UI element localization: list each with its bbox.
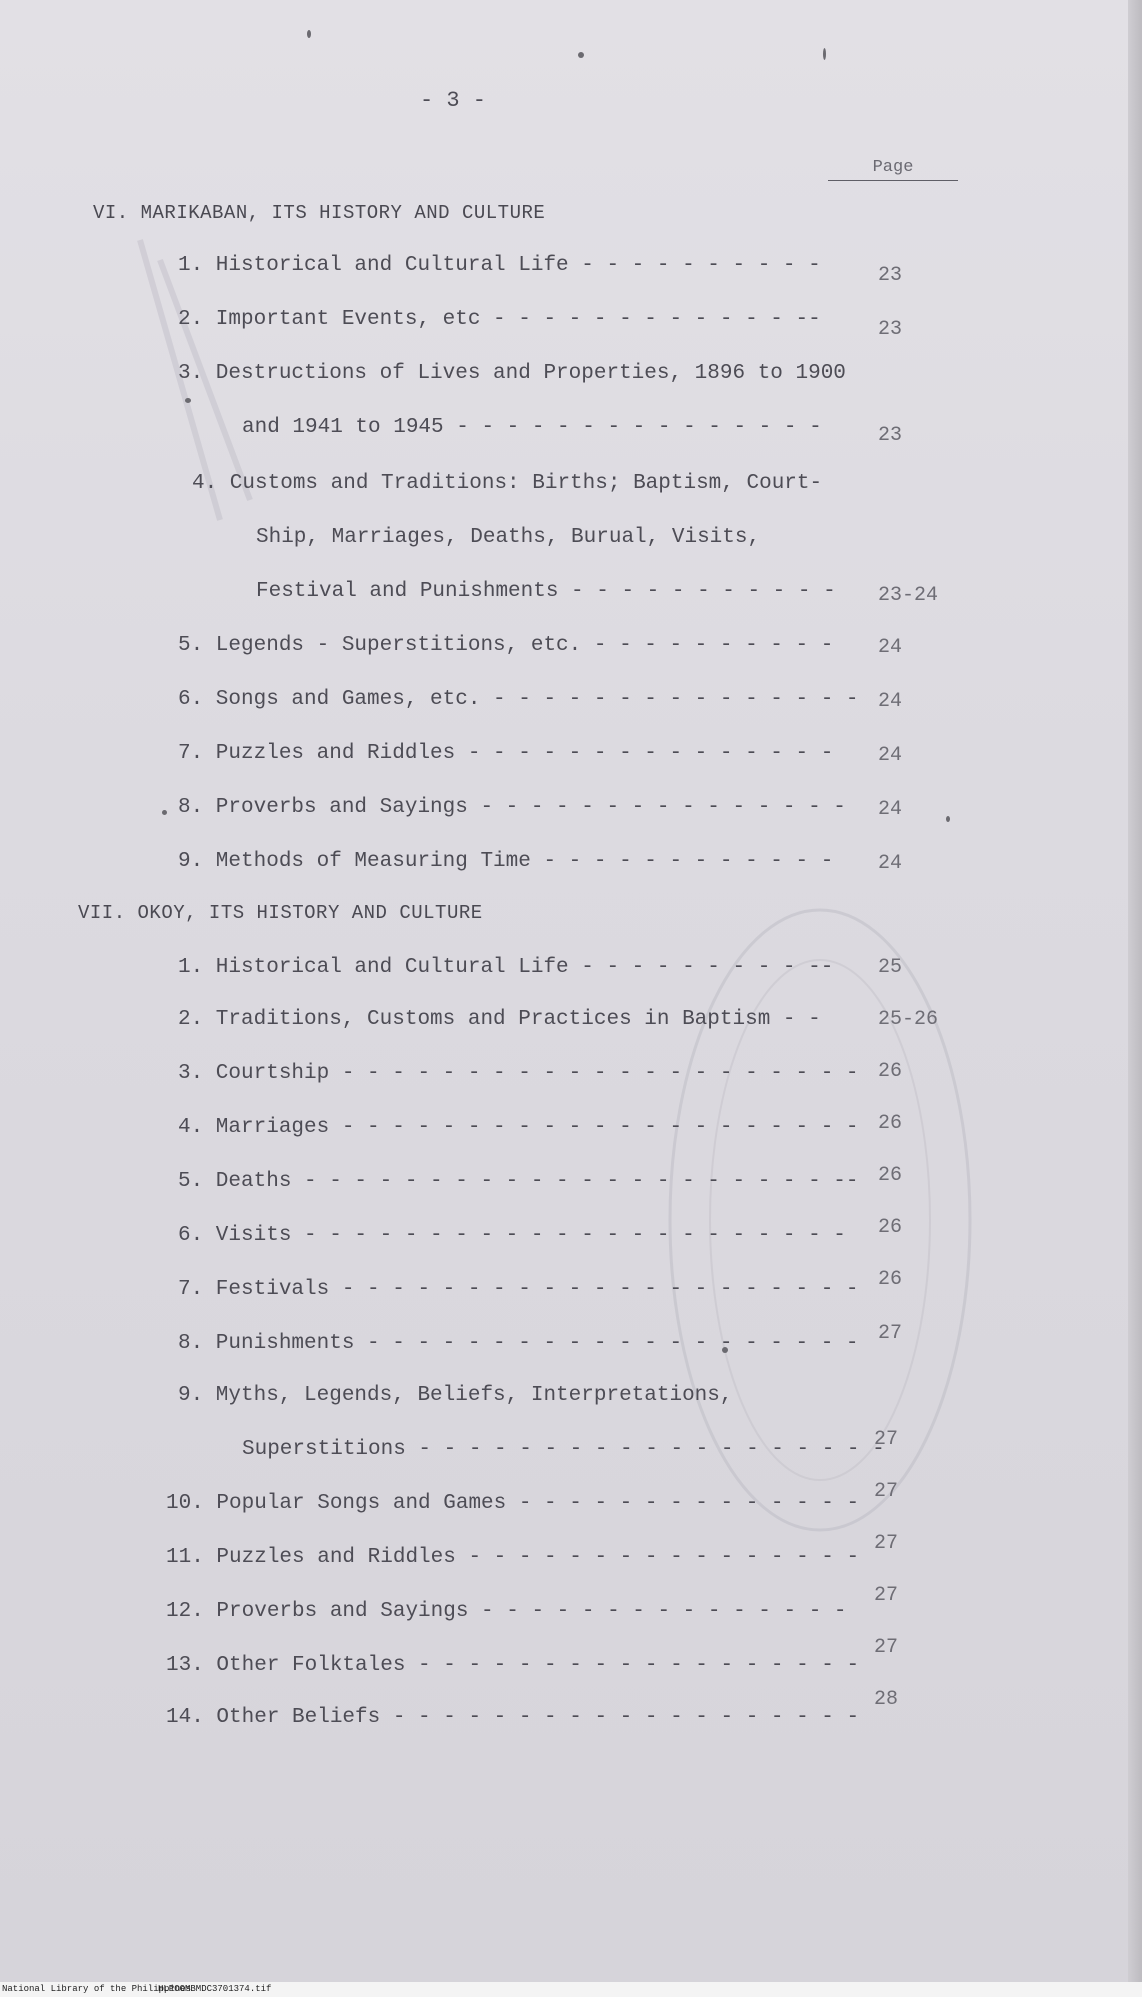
section-title-vi: VI. MARIKABAN, ITS HISTORY AND CULTURE [93,202,546,224]
toc-entry-text-continued: Superstitions - - - - - - - - - - - - - - - - - - - [242,1438,885,1461]
toc-entry-text: 4. Marriages - - - - - - - - - - - - - - - - - - - - - [178,1116,859,1139]
toc-entry-text: 9. Methods of Measuring Time - - - - - - - - - - - - [178,850,834,873]
toc-page-ref: 23 [878,318,903,341]
toc-page-ref: 24 [878,744,903,767]
toc-entry-text: 11. Puzzles and Riddles - - - - - - - - - - - - - - - - [166,1546,860,1569]
toc-page-ref: 24 [878,798,903,821]
toc-page-ref: 23 [878,264,903,287]
paper-speck [578,52,584,58]
footer-library-name: National Library of the Philippines [2,1984,192,1994]
toc-page-ref: 25-26 [878,1008,939,1031]
page-edge [1128,0,1142,1982]
toc-page-ref: 26 [878,1060,903,1083]
toc-entry-text: 9. Myths, Legends, Beliefs, Interpretations, [178,1384,733,1407]
toc-entry-text: 8. Proverbs and Sayings - - - - - - - - - - - - - - - [178,796,846,819]
toc-entry-text: 14. Other Beliefs - - - - - - - - - - - - - - - - - - - [166,1706,860,1729]
toc-entry-text: 1. Historical and Cultural Life - - - - - - - - - - [178,254,821,277]
page-number: - 3 - [420,88,487,113]
paper-speck [823,48,826,60]
toc-entry-text: 4. Customs and Traditions: Births; Baptism, Court- [192,472,823,495]
toc-entry-text: 5. Deaths - - - - - - - - - - - - - - - - - - - - - -- [178,1170,859,1193]
toc-page-ref: 26 [878,1268,903,1291]
toc-page-ref: 27 [874,1532,899,1555]
page-column-label: Page [828,158,958,181]
toc-page-ref: 27 [874,1584,899,1607]
toc-page-ref: 27 [874,1636,899,1659]
toc-entry-text: 13. Other Folktales - - - - - - - - - - - - - - - - - - [166,1654,860,1677]
toc-entry-text: 10. Popular Songs and Games - - - - - - - - - - - - - - [166,1492,860,1515]
toc-entry-text: 2. Traditions, Customs and Practices in Baptism - - [178,1008,821,1031]
toc-entry-text: 7. Puzzles and Riddles - - - - - - - - - - - - - - - [178,742,834,765]
toc-page-ref: 25 [878,956,903,979]
toc-entry-text: 1. Historical and Cultural Life - - - - - - - - - -- [178,956,834,979]
toc-entry-text: 5. Legends - Superstitions, etc. - - - - - - - - - - [178,634,834,657]
toc-page-ref: 27 [874,1480,899,1503]
toc-entry-text: 3. Destructions of Lives and Properties, 1896 to 1900 [178,362,846,385]
toc-entry-text: 8. Punishments - - - - - - - - - - - - - - - - - - - - [178,1332,859,1355]
scan-footer [0,1982,1142,1997]
toc-page-ref: 26 [878,1216,903,1239]
toc-page-ref: 23-24 [878,584,939,607]
toc-entry-text: 6. Visits - - - - - - - - - - - - - - - - - - - - - - [178,1224,846,1247]
toc-page-ref: 27 [874,1428,899,1451]
toc-entry-text-continued: and 1941 to 1945 - - - - - - - - - - - - - - - [242,416,822,439]
toc-entry-text: 7. Festivals - - - - - - - - - - - - - - - - - - - - - [178,1278,859,1301]
toc-page-ref: 24 [878,636,903,659]
footer-filename: HLPOOMBMDC3701374.tif [158,1984,272,1994]
paper-speck [307,30,311,38]
toc-entry-text: 6. Songs and Games, etc. - - - - - - - - - - - - - - - [178,688,859,711]
toc-entry-text-continued: Festival and Punishments - - - - - - - - - - - [256,580,836,603]
toc-page-ref: 26 [878,1164,903,1187]
toc-entry-text: 2. Important Events, etc - - - - - - - - - - - - -- [178,308,821,331]
toc-entry-text-continued: Ship, Marriages, Deaths, Burual, Visits, [256,526,761,549]
paper-speck [185,398,191,403]
toc-entry-text: 12. Proverbs and Sayings - - - - - - - - - - - - - - - [166,1600,847,1623]
toc-page-ref: 23 [878,424,903,447]
toc-page-ref: 24 [878,852,903,875]
section-title-vii: VII. OKOY, ITS HISTORY AND CULTURE [78,902,483,924]
toc-page-ref: 24 [878,690,903,713]
toc-entry-text: 3. Courtship - - - - - - - - - - - - - - - - - - - - - [178,1062,859,1085]
toc-page-ref: 28 [874,1688,899,1711]
paper-speck [162,810,167,815]
paper-speck [946,816,950,822]
toc-page-ref: 26 [878,1112,903,1135]
toc-page-ref: 27 [878,1322,903,1345]
